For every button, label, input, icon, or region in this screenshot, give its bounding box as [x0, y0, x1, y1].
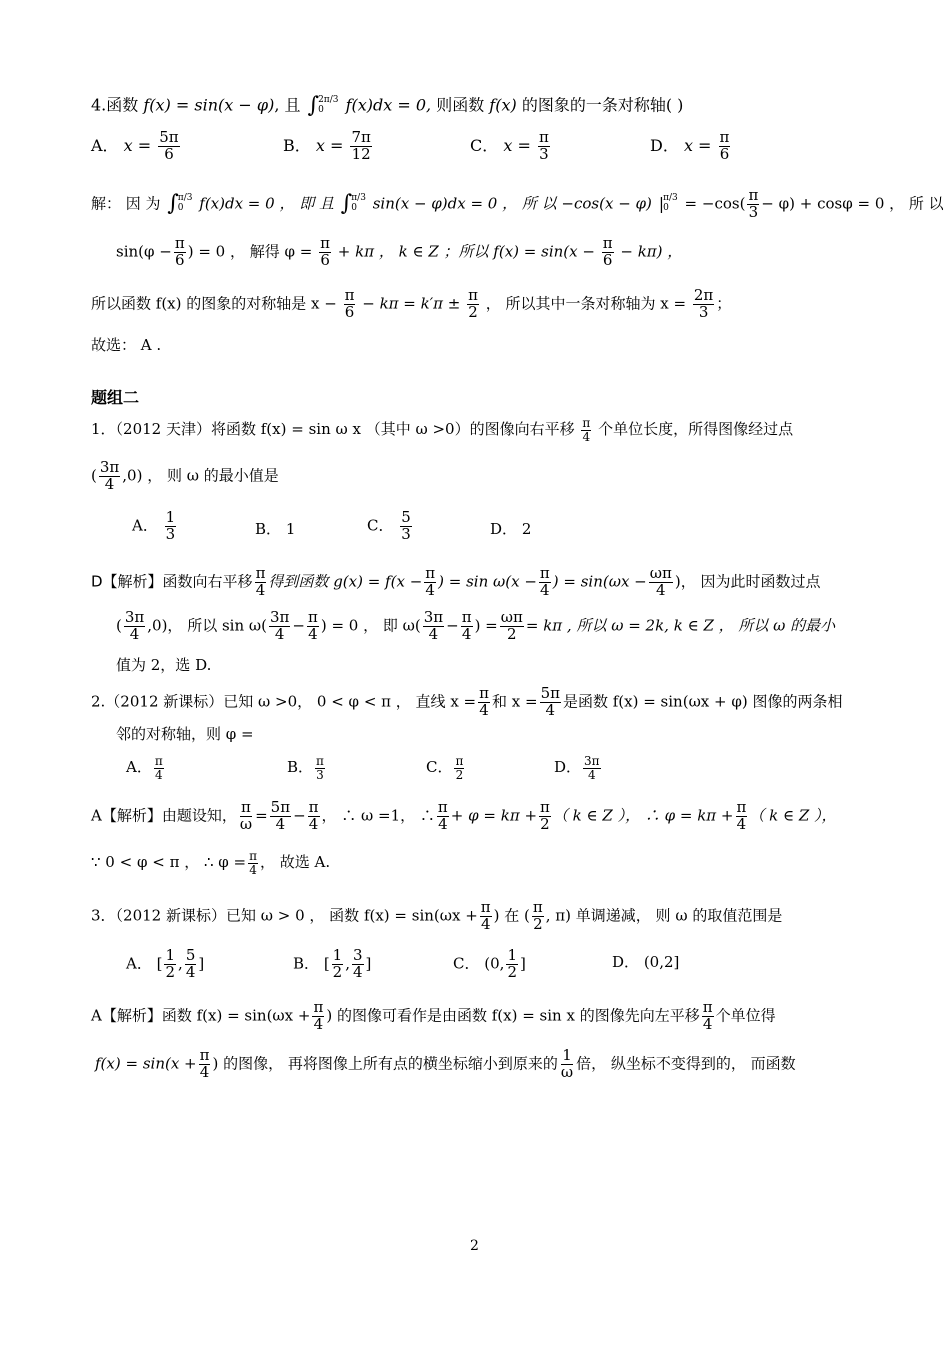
q4-option-d: [650, 130, 732, 163]
g2-q1-line-1: [91, 417, 793, 443]
bracket: ]: [365, 954, 372, 973]
q4-integrand: f(x)dx = 0,: [345, 95, 432, 115]
frac-den: 2: [507, 624, 517, 643]
option-value: 1: [285, 520, 296, 538]
g2-q3-option-d: [612, 955, 679, 970]
frac-num: π: [307, 608, 318, 626]
text: 和 x =: [491, 692, 538, 711]
text: f(x) = sin(x +: [95, 1054, 197, 1073]
option-label: D．: [490, 520, 518, 538]
frac-num: π: [316, 754, 324, 768]
text: ；: [716, 294, 732, 313]
eval-bar: | π/3 0: [658, 193, 678, 214]
option-label: A．: [91, 135, 119, 155]
text: 个单位长度，所得图像经过点: [598, 420, 794, 439]
integral-symbol: ∫ 2π/3 0: [307, 93, 339, 118]
q4-statement: [91, 95, 683, 117]
integral-symbol: ∫ π/3 0: [167, 191, 193, 217]
frac-den: 3: [698, 302, 709, 321]
frac-num: π: [308, 798, 319, 816]
frac-den: 4: [274, 624, 285, 643]
g2-q2-option-c: [426, 755, 466, 781]
frac-num: π: [538, 128, 549, 146]
frac-num: 1: [562, 1046, 572, 1064]
text: ) = 0 ， 解得 φ =: [187, 242, 313, 261]
frac-num: π: [479, 684, 489, 702]
text: ) = sin ω(x −: [438, 572, 537, 591]
page-number: 2: [470, 1238, 479, 1254]
q4-prefix: 4.函数: [91, 95, 139, 115]
frac-den: 4: [702, 1014, 713, 1033]
int-upper: π/3: [351, 193, 366, 204]
q4-mid2: 则函数: [431, 95, 485, 115]
option-lhs: x =: [315, 135, 344, 155]
text: −: [292, 616, 305, 635]
frac-den: 4: [479, 700, 489, 719]
bracket: ]: [198, 954, 205, 973]
q4-mid1: , 且: [274, 95, 301, 115]
option-label: A．: [126, 954, 152, 973]
g2-q3-line-1: [91, 900, 782, 933]
frac-den: 4: [587, 767, 596, 782]
q4-option-b: [283, 130, 374, 163]
frac-num: 3π: [124, 608, 145, 626]
text: = kπ , 所以 ω = 2k, k ∈ Z ， 所以 ω 的最小: [525, 616, 836, 635]
g2-q2-line-2: 邻的对称轴，则 φ =: [116, 725, 254, 743]
frac-num: 5π: [540, 684, 560, 702]
frac-den: 4: [425, 580, 435, 599]
frac-den: 4: [249, 862, 257, 877]
text: − φ) + cosφ = 0 ， 所 以: [761, 194, 944, 213]
q4-option-c: [470, 130, 552, 163]
frac-num: 3π: [269, 608, 290, 626]
g2-q3-option-b: B． [ $\frac{1}{2}$ , $\frac{3}{4}$ ]: [293, 946, 372, 981]
text: （ k ∈ Z ）， ∴ φ = kπ +: [552, 806, 734, 825]
g2-q1-option-a: [132, 510, 178, 543]
q4-suffix: 的图象的一条对称轴( ): [516, 95, 684, 115]
option-value: 2: [521, 520, 532, 538]
frac-num: π: [480, 898, 491, 916]
q4-solution-line-1: [91, 188, 944, 221]
frac-num: 7π: [351, 128, 371, 146]
q4-solution-line-2: [116, 236, 682, 269]
text: (: [116, 616, 122, 635]
text: sin(φ −: [116, 242, 172, 261]
text: ) = sin(ωx −: [552, 572, 647, 591]
option-label: C．: [426, 758, 453, 777]
q4-option-a: [91, 130, 182, 163]
option-label: C．: [470, 135, 499, 155]
text: ,0) ， 则 ω 的最小值是: [122, 466, 279, 485]
frac-den: 4: [308, 814, 319, 833]
text: + φ = kπ +: [450, 806, 538, 825]
text: −: [293, 806, 306, 825]
g2-q3-option-a: A． [ $\frac{1}{2}$ , $\frac{5}{4}$ ]: [126, 946, 205, 981]
option-label: A．: [126, 758, 152, 777]
int-upper: π/3: [177, 193, 193, 204]
text: A【解析】函数 f(x) = sin(ωx +: [91, 1006, 311, 1025]
frac-den: 3: [165, 524, 176, 543]
option-label: B．: [283, 135, 311, 155]
frac-den: 2: [165, 962, 176, 981]
section-title: 题组二: [91, 388, 140, 407]
text: 个单位得: [715, 1006, 776, 1025]
text: 所以函数 f(x) 的图象的对称轴是 x −: [91, 294, 337, 313]
text: ， 所以其中一条对称轴为 x =: [485, 294, 687, 313]
int-lower: 0: [177, 203, 184, 214]
option-lhs: x =: [123, 135, 152, 155]
frac-num: 2π: [693, 286, 714, 304]
frac-den: ω: [239, 814, 253, 833]
text: （ k ∈ Z ），: [749, 806, 837, 825]
frac-den: 6: [175, 250, 185, 269]
text: (: [91, 466, 97, 485]
text: + kπ ， k ∈ Z ；所以 f(x) = sin(x −: [337, 242, 595, 261]
int-lower: 0: [663, 203, 669, 214]
text: ) = 0 ， 即 ω(: [320, 616, 421, 635]
text: A【解析】由题设知，: [91, 806, 237, 825]
frac-num: 5π: [159, 128, 179, 146]
text: ) 的图像可看作是由函数 f(x) = sin x 的图像先向左平移: [326, 1006, 700, 1025]
frac-num: π: [532, 898, 543, 916]
frac-den: 2: [533, 914, 543, 933]
frac-num: 5: [185, 946, 196, 964]
text: ， 故选 A.: [260, 853, 331, 872]
frac-den: 4: [438, 814, 448, 833]
option-label: A．: [132, 516, 158, 535]
frac-num: π: [582, 416, 591, 430]
q4-func: f(x) = sin(x − φ): [143, 95, 275, 115]
frac-den: 3: [539, 144, 549, 163]
frac-num: π: [249, 849, 258, 863]
frac-den: 3: [748, 202, 759, 221]
frac-den: 4: [308, 624, 318, 643]
frac-den: 6: [719, 144, 730, 163]
text: = −cos(: [684, 194, 746, 213]
text: , π) 单调递减， 则 ω 的取值范围是: [545, 906, 783, 925]
int-upper: π/3: [663, 193, 678, 204]
g2-q3-solution-line-1: [91, 1000, 776, 1033]
text: D【解析】函数向右平移: [91, 572, 253, 591]
text: )， 因为此时函数过点: [674, 572, 821, 591]
text: 是函数 f(x) = sin(ωx + φ) 图像的两条相: [562, 692, 843, 711]
frac-den: 2: [455, 767, 464, 782]
frac-den: 4: [656, 580, 666, 599]
frac-den: 4: [582, 429, 591, 444]
q4-solution-line-3: [91, 288, 731, 321]
frac-den: 4: [480, 914, 491, 933]
g2-q2-solution-line-2: [91, 850, 330, 876]
frac-num: π: [736, 798, 747, 816]
frac-den: 4: [129, 624, 140, 643]
frac-num: π: [719, 128, 730, 146]
bracket: (0,: [484, 954, 505, 973]
frac-den: 4: [154, 767, 163, 782]
q4-answer: 故选： A .: [91, 336, 162, 354]
frac-den: 2: [332, 962, 343, 981]
option-label: B．: [255, 520, 282, 538]
g2-q1-option-b: [255, 522, 295, 537]
g2-q3-option-c: [453, 948, 526, 981]
g2-q1-option-d: [490, 522, 531, 537]
frac-num: π: [344, 286, 355, 304]
frac-den: 6: [164, 144, 174, 163]
frac-den: 4: [428, 624, 439, 643]
g2-q1-option-c: [367, 510, 414, 543]
frac-num: π: [702, 998, 713, 1016]
text: 1．（2012 天津）将函数 f(x) = sin ω x （其中 ω >0）的图像向右平移: [91, 420, 575, 439]
g2-q2-line-1: [91, 686, 842, 719]
frac-num: 1: [332, 946, 343, 964]
text: =: [255, 806, 268, 825]
frac-den: 4: [545, 700, 556, 719]
frac-num: ωπ: [500, 608, 523, 626]
frac-num: 1: [165, 508, 176, 526]
text: 解： 因 为: [91, 194, 161, 213]
frac-den: 4: [736, 814, 747, 833]
frac-den: 6: [344, 302, 355, 321]
option-label: D．: [650, 135, 679, 155]
frac-num: 1: [507, 946, 517, 964]
frac-den: 2: [507, 962, 517, 981]
frac-den: 6: [320, 250, 330, 269]
g2-q1-solution-line-1: [91, 566, 820, 599]
frac-den: 12: [351, 144, 371, 163]
option-lhs: x =: [503, 135, 531, 155]
frac-num: π: [468, 286, 478, 304]
text: ∵ 0 < φ < π ， ∴ φ =: [91, 853, 247, 872]
bracket: ]: [519, 954, 526, 973]
frac-num: 3π: [423, 608, 444, 626]
frac-den: 4: [104, 474, 115, 493]
text: sin(x − φ)dx = 0 ， 所 以 −cos(x − φ): [372, 194, 652, 213]
frac-num: π: [320, 234, 331, 252]
frac-den: 6: [602, 250, 613, 269]
text: 得到函数 g(x) = f(x −: [268, 572, 423, 591]
frac-num: 3π: [584, 754, 600, 768]
text: 2.（2012 新课标）已知 ω >0， 0 < φ < π ， 直线 x =: [91, 692, 477, 711]
text: ， ∴ ω =1， ∴: [321, 806, 435, 825]
frac-den: 4: [255, 580, 266, 599]
frac-den: 4: [185, 962, 196, 981]
option-value: (0,2]: [643, 953, 680, 971]
g2-q1-solution-line-3: 值为 2，选 D.: [116, 656, 212, 674]
frac-num: 3π: [99, 458, 120, 476]
frac-den: 3: [316, 767, 324, 782]
int-lower: 0: [351, 203, 357, 214]
frac-den: 3: [401, 524, 411, 543]
frac-num: ωπ: [649, 564, 672, 582]
g2-q2-solution-line-1: [91, 800, 837, 833]
frac-num: π: [461, 608, 472, 626]
bracket: [: [156, 954, 163, 973]
option-label: B．: [287, 758, 314, 777]
text: ) =: [474, 616, 498, 635]
option-label: C．: [367, 516, 394, 535]
text: 3．（2012 新课标）已知 ω > 0 ， 函数 f(x) = sin(ωx +: [91, 906, 478, 925]
frac-den: 2: [540, 814, 550, 833]
frac-num: 5: [401, 508, 411, 526]
frac-num: π: [255, 564, 266, 582]
g2-q2-option-a: [126, 755, 166, 781]
int-upper: 2π/3: [318, 95, 339, 106]
frac-num: π: [174, 234, 185, 252]
text: ) 的图像， 再将图像上所有点的横坐标缩小到原来的: [212, 1054, 558, 1073]
text: −: [446, 616, 459, 635]
option-label: D．: [554, 758, 582, 777]
text: − kπ = k′π ±: [362, 294, 461, 313]
frac-den: 4: [275, 814, 286, 833]
frac-num: π: [199, 1046, 210, 1064]
frac-num: π: [539, 564, 550, 582]
frac-num: π: [455, 754, 464, 768]
frac-num: 5π: [270, 798, 291, 816]
g2-q1-line-2: [91, 460, 279, 493]
frac-den: 2: [468, 302, 478, 321]
option-label: B．: [293, 954, 320, 973]
frac-num: π: [540, 798, 550, 816]
frac-num: 1: [165, 946, 176, 964]
frac-num: π: [602, 234, 613, 252]
frac-den: 4: [461, 624, 472, 643]
frac-num: π: [313, 998, 324, 1016]
integral-symbol: ∫ π/3 0: [340, 191, 366, 217]
q4-fx: f(x): [489, 95, 517, 115]
frac-num: π: [748, 186, 759, 204]
frac-num: π: [241, 798, 251, 816]
option-label: D．: [612, 953, 640, 971]
bracket: [: [323, 954, 330, 973]
option-lhs: x =: [683, 135, 712, 155]
frac-num: π: [425, 564, 436, 582]
text: ) 在 (: [493, 906, 530, 925]
frac-den: 4: [540, 580, 550, 599]
text: ,0)， 所以 sin ω(: [147, 616, 267, 635]
g2-q3-solution-line-2: [95, 1048, 796, 1081]
frac-den: 4: [199, 1062, 210, 1081]
option-label: C．: [453, 954, 480, 973]
frac-den: 4: [313, 1014, 324, 1033]
text: 倍， 纵坐标不变得到的， 而函数: [576, 1054, 796, 1073]
g2-q1-solution-line-2: [116, 610, 835, 643]
frac-num: π: [437, 798, 448, 816]
g2-q2-option-b: [287, 755, 327, 781]
frac-num: π: [154, 754, 163, 768]
frac-den: 4: [353, 962, 363, 981]
text: − kπ) ，: [620, 242, 683, 261]
text: f(x)dx = 0 ， 即 且: [199, 194, 334, 213]
frac-num: 3: [353, 946, 363, 964]
int-lower: 0: [318, 105, 324, 115]
g2-q2-option-d: [554, 755, 603, 781]
frac-den: ω: [560, 1062, 574, 1081]
